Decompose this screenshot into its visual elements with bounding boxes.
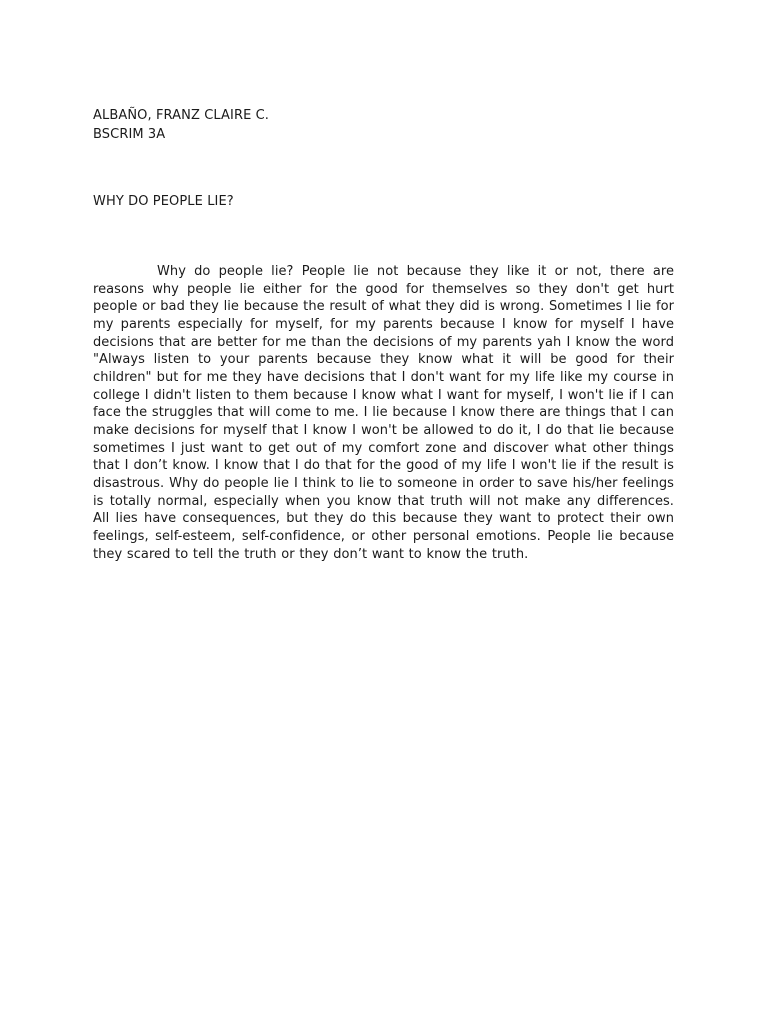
- course-section: BSCRIM 3A: [93, 127, 166, 142]
- author-name: ALBAÑO, FRANZ CLAIRE C.: [93, 108, 270, 123]
- essay-title: WHY DO PEOPLE LIE?: [93, 194, 234, 209]
- author-header: [93, 106, 269, 144]
- essay-body: Why do people lie? People lie not because they like it or not, there are reasons why people lie either for the good for themselves so they don't get hurt people or bad they lie because the result of what they did is wrong. Sometimes I lie for my parents especially for myself, for my parents because I know for myself I have decisions that are better for me than the decisions of my parents yah I know the word "Always listen to your parents because they know what it will be good for their children" but for me they have decisions that I don't want for my life like my course in college I didn't listen to them because I know what I want for myself, I won't lie if I can face the struggles that will come to me. I lie because I know there are things that I can make decisions for myself that I know I won't be allowed to do it, I do that lie because sometimes I just want to get out of my comfort zone and discover what other things that I don’t know. I know that I do that for the good of my life I won't lie if the result is disastrous. Why do people lie I think to lie to someone in order to save his/her feelings is totally normal, especially when you know that truth will not make any differences. All lies have consequences, but they do this because they want to protect their own feelings, self-esteem, self-confidence, or other personal emotions. People lie because they scared to tell the truth or they don’t want to know the truth.: [93, 264, 674, 562]
